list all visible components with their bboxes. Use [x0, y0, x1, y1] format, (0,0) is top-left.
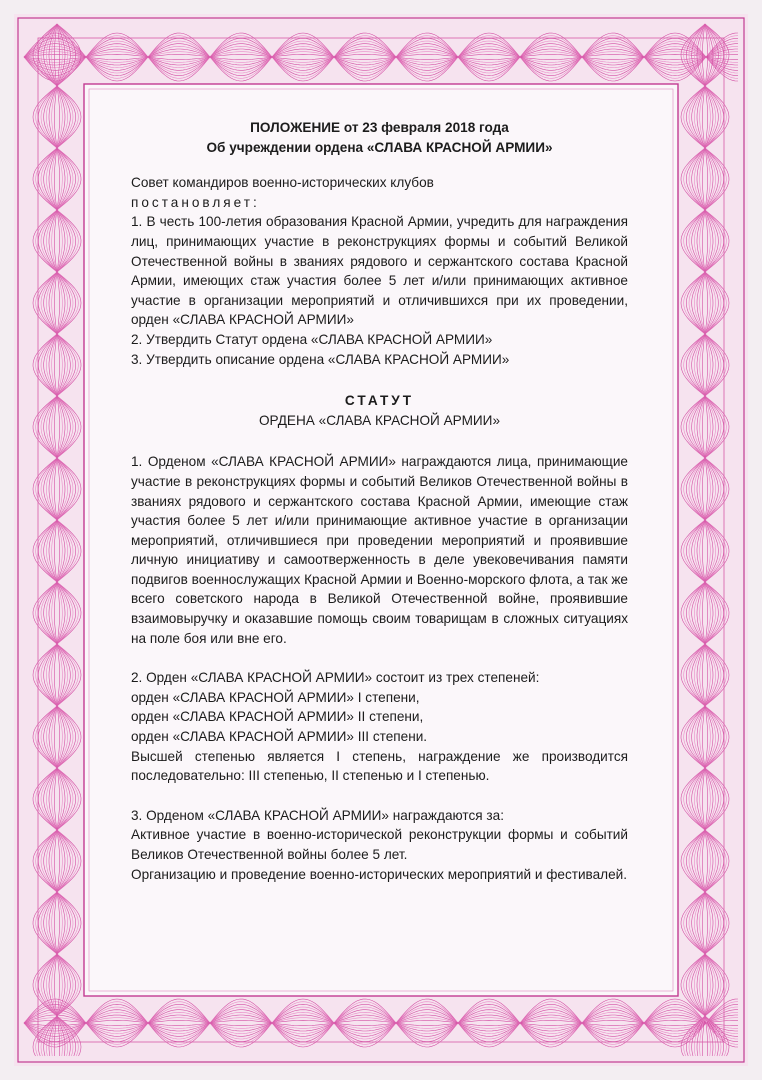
document-title-line1: ПОЛОЖЕНИЕ от 23 февраля 2018 года	[250, 120, 509, 135]
statute-degree-3: орден «СЛАВА КРАСНОЙ АРМИИ» III степени.	[131, 729, 428, 745]
decree-item-3: 3. Утвердить описание ордена «СЛАВА КРАСНОЙ АРМИИ»	[131, 351, 510, 367]
statute-degree-2: орден «СЛАВА КРАСНОЙ АРМИИ» II степени,	[131, 709, 424, 725]
document-title-line2: Об учреждении ордена «СЛАВА КРАСНОЙ АРМИИ»	[206, 139, 553, 155]
document-body	[131, 118, 628, 884]
statute-paragraph-3-intro: 3. Орденом «СЛАВА КРАСНОЙ АРМИИ» награждаются за:	[131, 807, 504, 823]
statute-paragraph-3-item-1: Активное участие в военно-исторической реконструкции формы и событий Великов Отечественной войны более 5 лет.	[131, 827, 628, 862]
statute-paragraph-1: 1. Орденом «СЛАВА КРАСНОЙ АРМИИ» награждаются лица, принимающие участие в реконструкциях формы и событий Великов Отечественной войны в званиях рядового и сержантского состава Красной Армии, имеющие стаж участия более 5 лет и/или принимающие активное участие в организации мероприятий, отличившиеся при проведении мероприятий и проявившие личную инициативу и самоотверженность в деле увековечивания памяти подвигов военнослужащих Красной Армии и Военно-морского флота, а так же всего советского народа в Великой Отечественной войне, проявившие взаимовыручку и оказавшие помощь своим товарищам в сложных ситуациях на поле боя или вне его.	[131, 454, 628, 646]
statute-heading: СТАТУТ	[344, 393, 415, 409]
statute-degree-1: орден «СЛАВА КРАСНОЙ АРМИИ» I степени,	[131, 689, 420, 705]
decree-item-1: 1. В честь 100-летия образования Красной Армии, учредить для награждения лиц, принимающих участие в реконструкциях формы и событий Великой Отечественной войны в званиях рядового и сержантского состава Красной Армии, имеющих стаж участия более 5 лет и/или принимающих активное участие в организации мероприятий и отличившихся при их проведении, орден «СЛАВА КРАСНОЙ АРМИИ»	[131, 214, 628, 328]
statute-paragraph-2-outro: Высшей степенью является I степень, награждение же производится последовательно: III степенью, II степенью и I степенью.	[131, 748, 628, 784]
decree-word: постановляет:	[131, 194, 260, 210]
statute-subheading: ОРДЕНА «СЛАВА КРАСНОЙ АРМИИ»	[258, 412, 501, 428]
statute-paragraph-2-intro: 2. Орден «СЛАВА КРАСНОЙ АРМИИ» состоит из трех степеней:	[131, 670, 540, 686]
council-name: Совет командиров военно-исторических клубов	[131, 175, 434, 191]
decree-item-2: 2. Утвердить Статут ордена «СЛАВА КРАСНОЙ АРМИИ»	[131, 331, 493, 347]
statute-paragraph-3-item-2: Организацию и проведение военно-исторических мероприятий и фестивалей.	[131, 866, 628, 882]
